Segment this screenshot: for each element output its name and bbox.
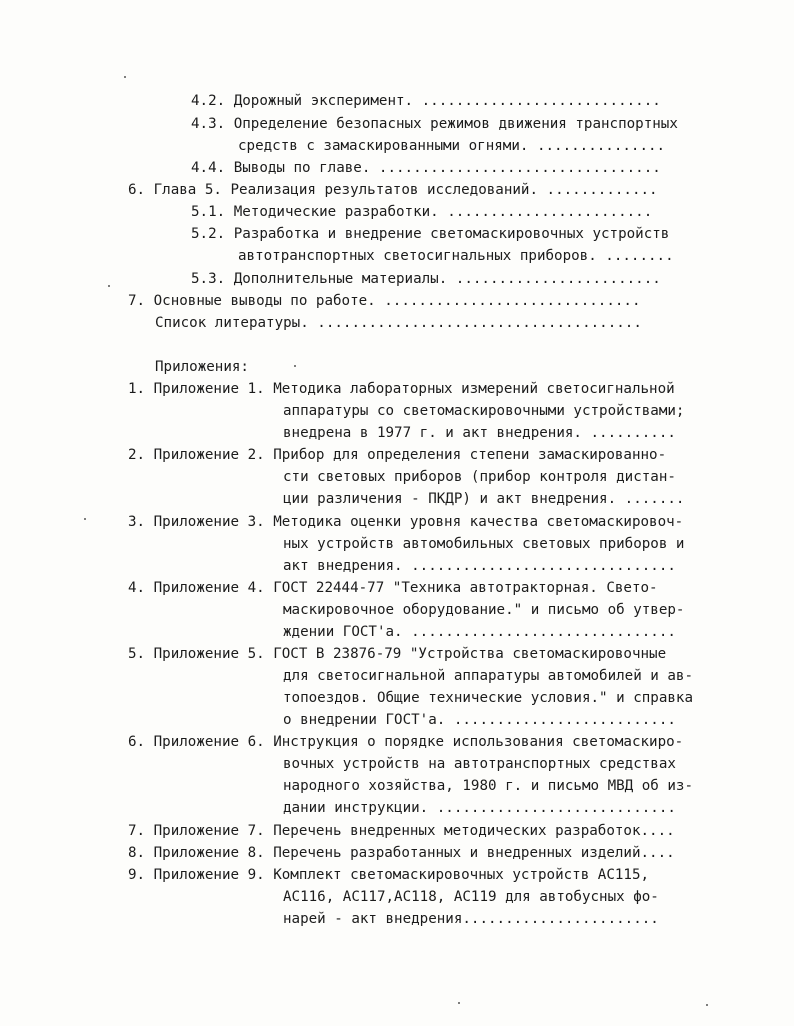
appendix-6: 6. Приложение 6. Инструкция о порядке использования светомаскиро-	[128, 734, 684, 750]
toc-line-5-2: 5.2. Разработка и внедрение светомаскировочных устройств	[191, 226, 670, 242]
appendix-3: 3. Приложение 3. Методика оценки уровня качества светомаскировоч-	[128, 514, 684, 530]
appendix-1-cont-2: внедрена в 1977 г. и акт внедрения. ..........	[283, 425, 676, 441]
toc-line-5-2-cont: автотранспортных светосигнальных приборов. ........	[238, 248, 674, 264]
toc-line-conclusions: 7. Основные выводы по работе. ..............................	[128, 293, 641, 309]
scan-speck	[108, 285, 110, 287]
appendix-4-cont-2: ждении ГОСТ'а. ...............................	[283, 624, 676, 640]
scan-speck	[84, 518, 86, 520]
appendix-4: 4. Приложение 4. ГОСТ 22444-77 "Техника автотракторная. Свето-	[128, 580, 658, 596]
appendix-4-cont-1: маскировочное оборудование." и письмо об утвер-	[283, 602, 685, 618]
toc-line-4-4: 4.4. Выводы по главе. .................................	[191, 160, 661, 176]
appendix-2-cont-1: сти световых приборов (прибор контроля дистан-	[283, 469, 676, 485]
appendix-3-cont-1: ных устройств автомобильных световых приборов и	[283, 536, 685, 552]
appendix-5-cont-3: о внедрении ГОСТ'а. ..........................	[283, 712, 676, 728]
appendix-5-cont-2: топоездов. Общие технические условия." и справка	[283, 690, 693, 706]
scan-speck	[706, 1004, 708, 1006]
appendix-5-cont-1: для светосигнальной аппаратуры автомобилей и ав-	[283, 668, 693, 684]
toc-line-chapter-5: 6. Глава 5. Реализация результатов исследований. .............	[128, 182, 658, 198]
appendix-8: 8. Приложение 8. Перечень разработанных и внедренных изделий....	[128, 845, 675, 861]
toc-line-4-2: 4.2. Дорожный эксперимент. ............................	[191, 93, 661, 109]
appendix-1-cont-1: аппаратуры со светомаскировочными устройствами;	[283, 403, 685, 419]
appendix-9-cont-2: нарей - акт внедрения.......................	[283, 911, 659, 927]
appendix-3-cont-2: акт внедрения. ...............................	[283, 558, 676, 574]
scan-speck	[458, 1002, 460, 1004]
appendix-6-cont-1: вочных устройств на автотранспортных средствах	[283, 756, 676, 772]
scan-speck	[294, 365, 296, 367]
toc-line-4-3-cont: средств с замаскированными огнями. ...............	[238, 138, 666, 154]
appendix-6-cont-2: народного хозяйства, 1980 г. и письмо МВД об из-	[283, 778, 693, 794]
toc-line-5-1: 5.1. Методические разработки. ........................	[191, 204, 653, 220]
toc-line-references: Список литературы. ......................................	[155, 315, 642, 331]
appendix-6-cont-3: дании инструкции. ............................	[283, 800, 676, 816]
appendix-2: 2. Приложение 2. Прибор для определения степени замаскированно-	[128, 447, 667, 463]
scan-speck	[124, 76, 126, 78]
toc-line-4-3: 4.3. Определение безопасных режимов движения транспортных	[191, 116, 678, 132]
appendix-9-cont-1: АС116, АС117,АС118, АС119 для автобусных фо-	[283, 889, 659, 905]
toc-line-5-3: 5.3. Дополнительные материалы. ........................	[191, 271, 661, 287]
appendix-7: 7. Приложение 7. Перечень внедренных методических разработок....	[128, 823, 675, 839]
appendix-1: 1. Приложение 1. Методика лабораторных измерений светосигнальной	[128, 381, 675, 397]
appendix-9: 9. Приложение 9. Комплект светомаскировочных устройств АС115,	[128, 867, 650, 883]
appendix-5: 5. Приложение 5. ГОСТ В 23876-79 "Устройства светомаскировочные	[128, 646, 667, 662]
appendices-heading: Приложения:	[155, 359, 249, 375]
appendix-2-cont-2: ции различения - ПКДР) и акт внедрения. .......	[283, 491, 685, 507]
